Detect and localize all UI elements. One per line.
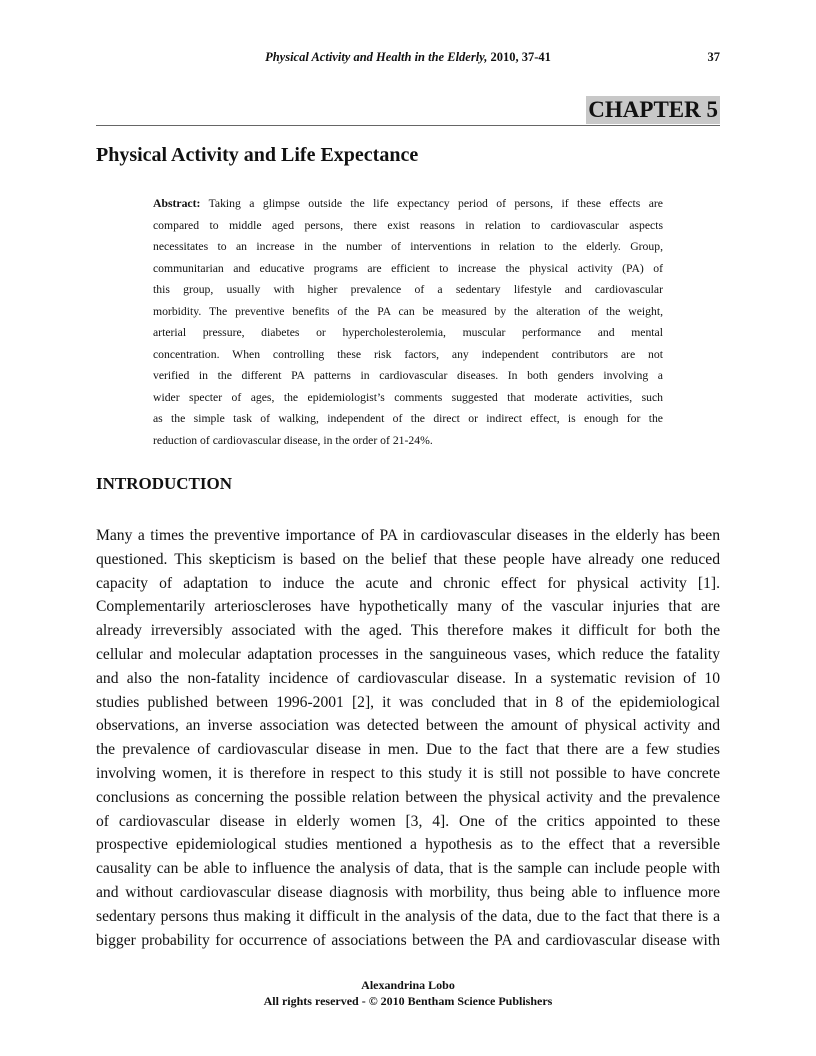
body-line: questioned. This skepticism is based on the belief that these people have already one reduced — [96, 550, 720, 568]
section-heading: INTRODUCTION — [96, 474, 233, 493]
author: Alexandrina Lobo — [361, 978, 455, 992]
abstract-label: Abstract: — [153, 197, 201, 210]
copyright: All rights reserved - © 2010 Bentham Science Publishers — [263, 994, 553, 1008]
body-line: Many a times the preventive importance of PA in cardiovascular diseases in the elderly has been — [96, 527, 720, 544]
body-text — [96, 524, 720, 952]
abstract-line: compared to middle aged persons, there exist reasons in relation to cardiovascular aspects — [153, 218, 663, 232]
abstract-line: communitarian and educative programs are efficient to increase the physical activity (PA) of — [153, 261, 663, 275]
body-line: and also the non-fatality incidence of cardiovascular disease. In a systematic revision of 10 — [96, 669, 720, 687]
page-number: 37 — [707, 50, 720, 64]
body-line: capacity of adaptation to induce the acute and chronic effect for physical activity [1]. — [96, 574, 720, 592]
body-line: studies published between 1996-2001 [2], it was concluded that in 8 of the epidemiological — [96, 693, 720, 711]
divider — [96, 125, 720, 126]
abstract-line: Abstract: Taking a glimpse outside the life expectancy period of persons, if these effects are — [153, 197, 663, 210]
abstract-line: verified in the different PA patterns in cardiovascular diseases. In both genders involving a — [153, 369, 663, 382]
body-line: the prevalence of cardiovascular disease in men. Due to the fact that there are a few studies — [96, 741, 720, 759]
body-line: bigger probability for occurrence of associations between the PA and cardiovascular disease with — [96, 931, 720, 949]
abstract-line: reduction of cardiovascular disease, in the order of 21-24%. — [153, 433, 433, 447]
chapter-label: CHAPTER 5 — [588, 97, 718, 122]
journal-title: Physical Activity and Health in the Elderly, — [265, 50, 488, 64]
chapter-title: Physical Activity and Life Expectance — [96, 144, 419, 166]
abstract-line: arterial pressure, diabetes or hypercholesterolemia, muscular performance and mental — [153, 326, 663, 339]
abstract-line: wider specter of ages, the epidemiologist’s comments suggested that moderate activities, such — [153, 390, 663, 404]
abstract-line: this group, usually with higher prevalence of a sedentary lifestyle and cardiovascular — [153, 283, 663, 296]
body-line: Complementarily arterioscleroses have hypothetically many of the vascular injuries that are — [96, 598, 720, 616]
abstract — [153, 193, 663, 451]
journal-details: 2010, 37-41 — [487, 50, 551, 64]
body-line: observations, an inverse association was detected between the amount of physical activity and — [96, 717, 720, 735]
body-line: sedentary persons thus making it difficult in the analysis of the data, due to the fact that there is a — [96, 907, 720, 925]
abstract-line: concentration. When controlling these risk factors, any independent contributors are not — [153, 347, 663, 361]
body-line: cellular and molecular adaptation processes in the sanguineous vases, which reduce the fatality — [96, 645, 720, 663]
abstract-line: as the simple task of walking, independent of the direct or indirect effect, is enough for the — [153, 412, 663, 425]
abstract-line: necessitates to an increase in the number of interventions in relation to the elderly. Group, — [153, 240, 663, 253]
body-line: of cardiovascular disease in elderly women [3, 4]. One of the critics appointed to these — [96, 812, 720, 830]
body-line: involving women, it is therefore in respect to this study it is still not possible to have concrete — [96, 764, 720, 782]
footer — [0, 977, 816, 1009]
body-line: already irreversibly associated with the aged. This therefore makes it difficult for both the — [96, 622, 720, 640]
body-line: prospective epidemiological studies mentioned a hypothesis as to the effect that a reversible — [96, 836, 720, 854]
body-line: causality can be able to influence the analysis of data, that is the sample can include people with — [96, 860, 720, 878]
body-line: and without cardiovascular disease diagnosis with morbility, thus being able to influence more — [96, 883, 720, 901]
abstract-line: morbidity. The preventive benefits of the PA can be measured by the alteration of the weight, — [153, 304, 663, 318]
body-line: conclusions as concerning the possible relation between the physical activity and the prevalence — [96, 788, 720, 806]
